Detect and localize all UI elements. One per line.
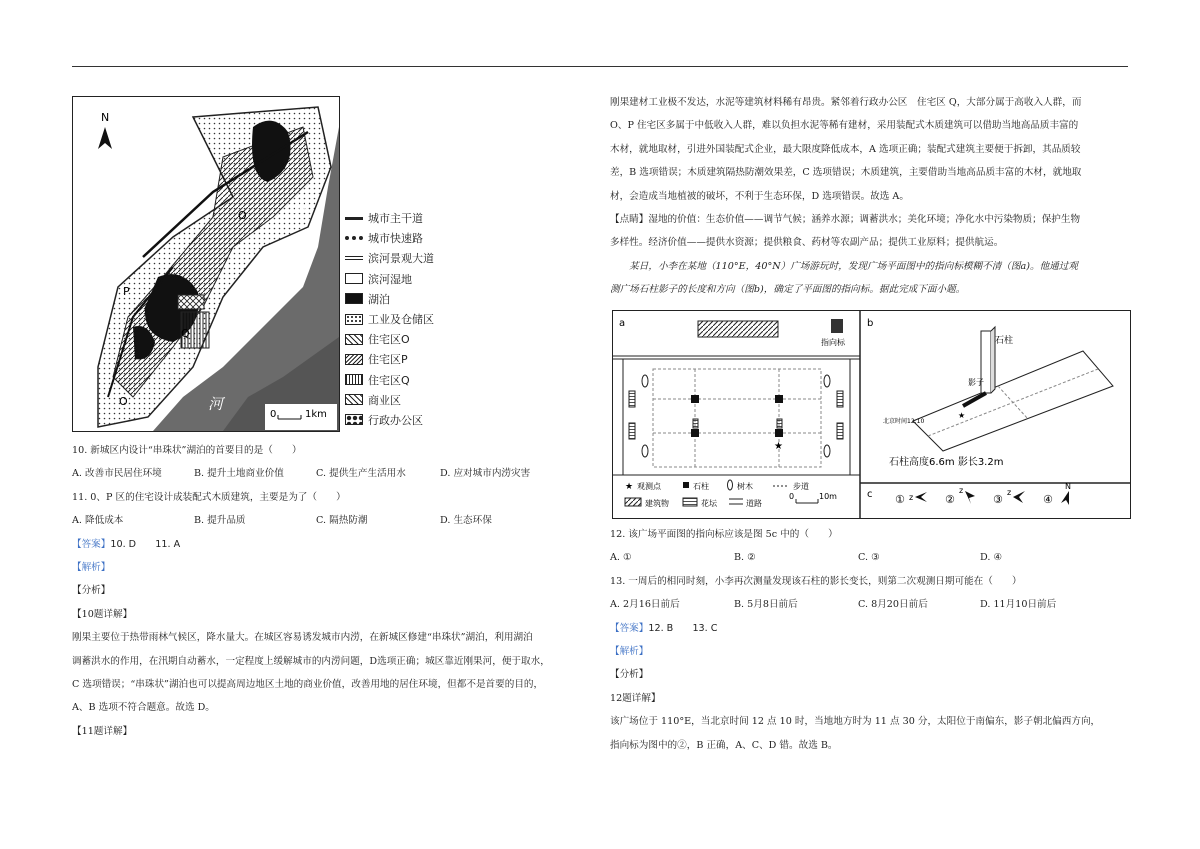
choice-4: ④ (1043, 493, 1053, 506)
dianjing-line: 多样性。经济价值——提供水资源；提供粮食、药材等农副产品；提供工业原料；提供航运。 (610, 237, 1004, 249)
measure-label: 石柱高度6.6m 影长3.2m (889, 457, 1004, 468)
question-11: 11. 0、P 区的住宅设计成装配式木质建筑，主要是为了（ ） (72, 491, 346, 503)
plaza-figure (612, 310, 1131, 519)
explanation-line: 差，B 选项错误；木质建筑隔热防潮效果差，C 选项错误；木质建筑，主要借助当地高品质丰富的木材，就地取 (610, 167, 1082, 179)
legend-item: 住宅区P (345, 349, 434, 369)
legend-observe-point: 观测点 (637, 482, 661, 491)
legend-item: 城市快速路 (345, 228, 434, 248)
option: C. 8月20日前后 (858, 599, 928, 611)
zone-label-o-bottom: O (119, 395, 128, 408)
map-scale-zero: 0 (270, 409, 277, 420)
time-label: 北京时间12:10 (883, 418, 925, 425)
river-label-1: 刚 (293, 198, 309, 216)
legend-building: 建筑物 (645, 499, 669, 508)
residential-q-icon (345, 374, 363, 385)
intro-line: 测广场石柱影子的长度和方向（图b)，确定了平面图的指向标。据此完成下面小题。 (610, 284, 966, 296)
svg-text:z: z (909, 493, 914, 502)
city-map-figure (72, 96, 340, 432)
zone-label-q: Q (181, 327, 190, 340)
explanation-line: 材，会造成当地植被的破坏，不利于生态环保，D 选项错误。故选 A。 (610, 190, 909, 202)
wetland-icon (345, 273, 363, 284)
detail-10-line: 调蓄洪水的作用，在汛期自动蓄水，一定程度上缓解城市的内涝问题，D选项正确；城区靠近刚果河，便于取水， (72, 655, 550, 667)
question-13: 13. 一周后的相同时刻，小李再次测量发现该石柱的影长变长，则第二次观测日期可能在（ ） (610, 575, 1022, 587)
legend-road: 道路 (746, 499, 762, 508)
option: B. 提升土地商业价值 (194, 468, 284, 480)
option: B. 提升品质 (194, 515, 246, 527)
legend-pillar: 石柱 (693, 482, 709, 491)
option: D. 11月10日前后 (980, 599, 1057, 611)
right-column-bottom (610, 523, 1130, 757)
legend-item: 滨河景观大道 (345, 248, 434, 268)
answer-tag: 【答案】 (72, 538, 111, 550)
legend-item: 滨河湿地 (345, 269, 434, 289)
detail-10-heading: 【10题详解】 (72, 608, 133, 620)
option: C. ③ (858, 552, 880, 564)
building (698, 321, 778, 337)
jiexi-tag: 【解析】 (72, 562, 111, 574)
option: C. 提供生产生活用水 (316, 468, 406, 480)
panel-a-label: a (619, 318, 626, 329)
answer-text: 12. B 13. C (648, 622, 718, 634)
detail-10-line: C 选项错误；“串珠状”湖泊也可以提高周边地区土地的商业价值，改善用地的居住环境，但都不是首要的目的， (72, 679, 544, 691)
detail-10-line: 刚果主要位于热带雨林气候区，降水量大。在城区容易诱发城市内涝，在新城区修建“串珠状”湖泊，利用湖泊 (72, 632, 533, 644)
question-13-options (610, 593, 1130, 616)
fig-scale-zero: 0 (789, 492, 795, 501)
map-legend (345, 208, 434, 430)
option: A. ① (610, 552, 632, 564)
map-scale-unit: 1km (305, 409, 327, 420)
detail-12-line: 指向标为图中的②，B 正确，A、C、D 错。故选 B。 (610, 739, 838, 751)
legend-item: 工业及仓储区 (345, 309, 434, 329)
zone-label-p: P (123, 285, 130, 298)
detail-12-heading: 12题详解】 (610, 692, 661, 704)
panel-c-label: c (867, 489, 873, 500)
legend-item: 住宅区O (345, 329, 434, 349)
right-column-top (610, 91, 1130, 302)
question-12: 12. 该广场平面图的指向标应该是图 5c 中的（ ） (610, 529, 838, 540)
residential-p-icon (345, 354, 363, 365)
panel-b-label: b (867, 318, 874, 329)
legend-tree: 树木 (737, 482, 753, 491)
detail-11-heading: 【11题详解】 (72, 725, 133, 737)
admin-office-icon (345, 414, 363, 425)
svg-text:★: ★ (774, 441, 783, 452)
jiexi-tag: 【解析】 (610, 646, 649, 658)
industrial-icon (345, 314, 363, 325)
city-map (73, 97, 339, 431)
dianjing-line: 【点睛】湿地的价值：生态价值——调节气候；涵养水源；调蓄洪水；美化环境；净化水中污染物质；保护生物 (610, 214, 1081, 226)
riverside-avenue-icon (345, 256, 363, 260)
plaza-figure-svg (613, 311, 1130, 518)
question-12-options (610, 546, 1130, 569)
main-road-icon (345, 217, 363, 220)
legend-walkway: 步道 (793, 482, 809, 491)
choice-1: ① (895, 493, 905, 506)
legend-flowerbed: 花坛 (701, 499, 717, 508)
header-rule (72, 66, 1128, 67)
answer-line (610, 617, 1130, 640)
fenxi-tag: 【分析】 (72, 585, 111, 597)
option: C. 隔热防潮 (316, 515, 368, 527)
zone-label-o-top: O (238, 209, 247, 222)
svg-text:★: ★ (958, 411, 966, 420)
option: A. 改善市民居住环境 (72, 468, 162, 480)
river-label-3: 河 (208, 395, 224, 413)
arrow-icon (915, 492, 927, 502)
option: D. 生态环保 (440, 515, 492, 527)
lake-icon (345, 293, 363, 304)
answer-text: 10. D 11. A (110, 538, 181, 550)
answer-line (72, 533, 582, 556)
commercial-icon (345, 394, 363, 405)
legend-item: 湖泊 (345, 289, 434, 309)
arrow-icon (965, 491, 975, 504)
residential-o-icon (345, 334, 363, 345)
option: B. 5月8日前后 (734, 599, 798, 611)
question-11-options (72, 509, 582, 532)
expressway-icon (345, 236, 363, 240)
choice-2: ② (945, 493, 955, 506)
svg-text:z: z (959, 486, 964, 495)
detail-12-line: 该广场位于 110°E，当北京时间 12 点 10 时，当地地方时为 11 点 30 分，太阳位于南偏东，影子朝北偏西方向， (610, 716, 1101, 728)
choice-3: ③ (993, 493, 1003, 506)
question-10: 10. 新城区内设计“串珠状”湖泊的首要目的是（ ） (72, 445, 302, 456)
svg-text:z: z (1007, 488, 1012, 497)
arrow-icon (1013, 491, 1025, 503)
legend-item: 行政办公区 (345, 410, 434, 430)
pointer-box (831, 319, 843, 333)
pointer-label: 指向标 (821, 338, 845, 347)
option: A. 2月16日前后 (610, 599, 680, 611)
explanation-line: 木材，就地取材，引进外国装配式企业，最大限度降低成本，A 选项正确；装配式建筑主要便于拆卸，其品质较 (610, 143, 1081, 155)
option: D. 应对城市内涝灾害 (440, 468, 531, 480)
left-column (72, 439, 582, 743)
river-label-2: 果 (238, 301, 254, 319)
legend-item: 住宅区Q (345, 370, 434, 390)
north-label: N (101, 111, 110, 124)
question-10-options (72, 462, 582, 485)
fenxi-tag: 【分析】 (610, 669, 649, 681)
explanation-line: O、P 住宅区多属于中低收入人群，难以负担水泥等稀有建材，采用装配式木质建筑可以借助当地高品质丰富的 (610, 120, 1079, 132)
answer-tag: 【答案】 (610, 622, 649, 634)
explanation-line: 刚果建材工业极不发达，水泥等建筑材料稀有昂贵。紧邻着行政办公区 住宅区 Q，大部分属于高收入人群，而 (610, 97, 1082, 108)
option: B. ② (734, 552, 756, 564)
north-arrow-icon (98, 127, 112, 149)
legend-item: 城市主干道 (345, 208, 434, 228)
option: D. ④ (980, 552, 1003, 564)
shadow-label: 影子 (968, 378, 984, 387)
detail-10-line: A、B 选项不符合题意。故选 D。 (72, 702, 215, 714)
legend-item: 商业区 (345, 390, 434, 410)
option: A. 降低成本 (72, 515, 124, 527)
fig-scale-unit: 10m (819, 492, 837, 501)
pillar-label: 石柱 (995, 336, 1014, 346)
intro-line: 某日，小李在某地（110°E，40°N）广场游玩时，发现广场平面图中的指向标模糊不清（图a)。他通过观 (610, 260, 1078, 272)
arrow-icon (1061, 491, 1069, 505)
svg-text:★: ★ (625, 482, 634, 492)
svg-text:N: N (1065, 482, 1071, 491)
